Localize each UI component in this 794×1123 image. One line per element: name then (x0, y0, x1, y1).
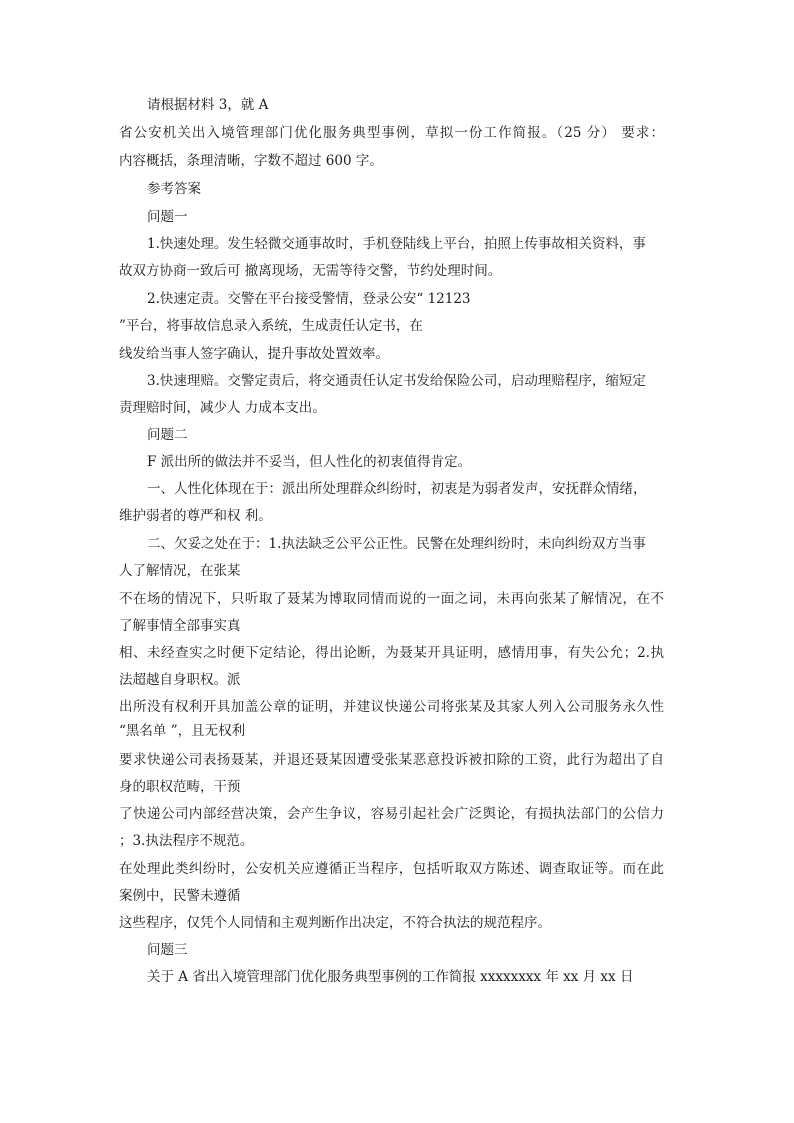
q1-item-2-line-2: ”平台，将事故信息录入系统，生成责任认定书，在 (119, 318, 423, 334)
q2-summary: F 派出所的做法并不妥当，但人性化的初衷值得肯定。 (147, 454, 472, 470)
prompt-line-3: 内容概括，条理清晰，字数不超过 600 字。 (119, 153, 383, 169)
q2-part-2-line-9: 要求快递公司表扬聂某，并退还聂某因遭受张某恶意投诉被扣除的工资，此行为超出了自 (119, 752, 664, 768)
q2-part-1-line-2: 维护弱者的尊严和权 利。 (119, 508, 272, 524)
q2-part-2-line-10: 身的职权范畴，干预 (119, 779, 241, 795)
prompt-line-1: 请根据材料 3，就 A (147, 97, 269, 113)
question-1-heading: 问题一 (147, 209, 188, 225)
q2-part-2-line-1: 二、欠妥之处在于：1.执法缺乏公平公正性。民警在处理纠纷时，未向纠纷双方当事 (147, 536, 646, 552)
answer-heading: 参考答案 (147, 181, 201, 197)
q2-part-2-line-6: 法超越自身职权。派 (119, 672, 241, 688)
prompt-line-2: 省公安机关出入境管理部门优化服务典型事例，草拟一份工作简报。（25 分） 要求： (119, 125, 664, 141)
q2-part-2-line-3: 不在场的情况下，只听取了聂某为博取同情而说的一面之词，未再向张某了解情况，在不 (119, 591, 664, 607)
question-2-heading: 问题二 (147, 427, 188, 443)
q2-part-2-line-13: 在处理此类纠纷时，公安机关应遵循正当程序，包括听取双方陈述、调查取证等。而在此 (119, 861, 664, 877)
q2-part-2-line-15: 这些程序，仅凭个人同情和主观判断作出决定，不符合执法的规范程序。 (119, 915, 551, 931)
q1-item-2-line-3: 线发给当事人签字确认，提升事故处置效率。 (119, 346, 389, 362)
q3-title-line: 关于 A 省出入境管理部门优化服务典型事例的工作简报 xxxxxxxx 年 xx 月 xx 日 (147, 969, 634, 985)
q2-part-2-line-11: 了快递公司内部经营决策，会产生争议，容易引起社会广泛舆论，有损执法部门的公信力 (119, 806, 664, 822)
q2-part-2-line-14: 案例中，民警未遵循 (119, 888, 241, 904)
q2-part-2-line-8: “黑名单 ”，且无权利 (119, 723, 246, 739)
q1-item-2-line-1: 2.快速定责。交警在平台接受警情，登录公安“ 12123 (147, 291, 471, 307)
q1-item-3-line-2: 责理赔时间，减少人 力成本支出。 (119, 400, 326, 416)
q2-part-2-line-2: 人了解情况，在张某 (119, 563, 241, 579)
q2-part-1-line-1: 一、人性化体现在于：派出所处理群众纠纷时，初衷是为弱者发声，安抚群众情绪， (147, 481, 647, 497)
question-3-heading: 问题三 (147, 942, 188, 958)
q2-part-2-line-7: 出所没有权利开具加盖公章的证明，并建议快递公司将张某及其家人列入公司服务永久性 (119, 699, 664, 715)
q1-item-3-line-1: 3.快速理赔。交警定责后，将交通责任认定书发给保险公司，启动理赔程序，缩短定 (147, 373, 646, 389)
q2-part-2-line-12: ；3.执法程序不规范。 (119, 833, 254, 849)
q2-part-2-line-5: 相、未经查实之时便下定结论，得出论断，为聂某开具证明，感情用事，有失公允；2.执 (119, 645, 664, 661)
q1-item-1-line-2: 故双方协商一致后可 撤离现场，无需等待交警，节约处理时间。 (119, 263, 502, 279)
q2-part-2-line-4: 了解事情全部事实真 (119, 618, 241, 634)
q1-item-1-line-1: 1.快速处理。发生轻微交通事故时，手机登陆线上平台，拍照上传事故相关资料，事 (147, 236, 646, 252)
